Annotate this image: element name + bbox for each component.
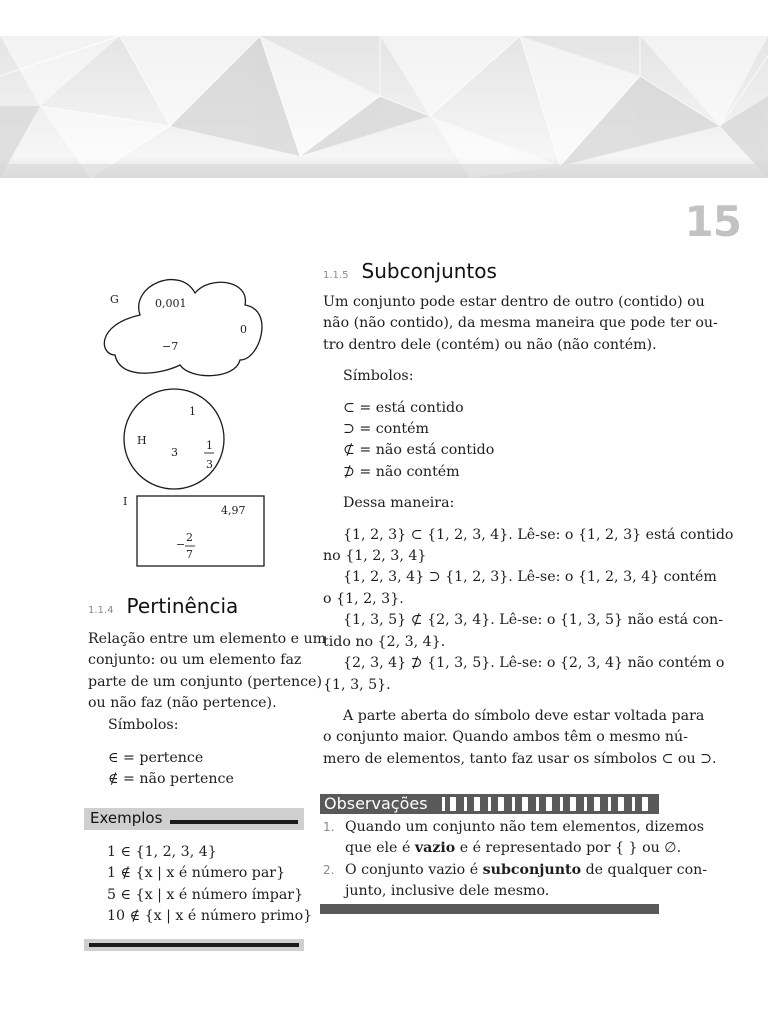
subconjuntos-body: [323, 292, 734, 770]
note-line: o conjunto maior. Quando ambos têm o mesmo nú-: [323, 729, 688, 746]
example-line: {1, 3, 5}.: [323, 676, 391, 693]
examples-header: [84, 808, 304, 830]
page-number: 15: [684, 197, 741, 246]
set-g-element: 0,001: [155, 297, 187, 310]
example-line: {1, 2, 3} ⊂ {1, 2, 3, 4}. Lê-se: o {1, 2, 3} está contido: [343, 526, 734, 543]
example-line: o {1, 2, 3}.: [323, 590, 404, 607]
text-line: ou não faz (não pertence).: [88, 695, 277, 712]
item-text: Quando um conjunto não tem elementos, dizemos: [345, 819, 704, 835]
examples-title: Exemplos: [90, 809, 163, 827]
observations-footer-bar: [320, 904, 659, 914]
set-diagrams: [100, 265, 280, 575]
symbol-item: ⊄ = não está contido: [343, 442, 495, 459]
barcode-decoration: [442, 797, 656, 811]
observations-list: [323, 817, 708, 903]
observation-item: [323, 860, 708, 881]
set-g-label: G: [110, 293, 119, 306]
set-h-element: 1: [189, 405, 196, 418]
item-bold-text: subconjunto: [482, 861, 582, 878]
note-line: A parte aberta do símbolo deve estar voltada para: [343, 707, 705, 724]
fraction-numerator: 1: [206, 439, 213, 452]
set-i-element: 4,97: [221, 504, 246, 517]
item-number: 1.: [323, 820, 335, 834]
note-line: mero de elementos, tanto faz usar os símbolos ⊂ ou ⊃.: [323, 750, 717, 767]
example-item: 5 ∈ {x | x é número ímpar}: [107, 886, 304, 903]
set-g-outline: [104, 280, 262, 376]
text-line: parte de um conjunto (pertence): [88, 673, 322, 690]
section-heading-pertinencia: [88, 594, 238, 618]
fraction-numerator: 2: [186, 531, 193, 544]
symbol-item: ⊃ = contém: [343, 421, 429, 438]
symbols-label: Símbolos:: [343, 368, 414, 385]
examples-footer: [84, 939, 304, 951]
section-title: Subconjuntos: [361, 259, 497, 283]
example-line: {1, 2, 3, 4} ⊃ {1, 2, 3}. Lê-se: o {1, 2, 3, 4} contém: [343, 569, 717, 586]
set-g-element: 0: [240, 323, 247, 336]
set-h-element: 3: [171, 446, 178, 459]
example-item: 1 ∈ {1, 2, 3, 4}: [107, 844, 217, 860]
symbol-item: ∉ = não pertence: [108, 771, 234, 788]
section-number: 1.1.4: [88, 605, 114, 616]
item-text: de qualquer con-: [581, 861, 708, 878]
observations-header: [320, 794, 659, 814]
example-item: 10 ∉ {x | x é número primo}: [107, 908, 313, 925]
examples-list: [107, 842, 312, 928]
observation-line: [323, 838, 682, 859]
section-heading-subconjuntos: [323, 259, 497, 283]
set-i-label: I: [123, 495, 128, 508]
text-line: tro dentro dele (contém) ou não (não contém).: [323, 336, 657, 353]
symbol-item: ⊂ = está contido: [343, 399, 464, 416]
example-line: no {1, 2, 3, 4}: [323, 548, 427, 565]
observation-item: [323, 817, 704, 838]
item-text: e é representado por { } ou ∅.: [455, 840, 682, 857]
item-text: O conjunto vazio é: [345, 861, 483, 878]
fraction-denominator: 3: [206, 458, 213, 471]
text-line: não (não contido), da mesma maneira que pode ter ou-: [323, 315, 718, 332]
observation-line: junto, inclusive dele mesmo.: [345, 883, 550, 900]
item-text: que ele é: [345, 840, 415, 857]
symbols-label: Símbolos:: [108, 716, 179, 733]
header-banner: [0, 36, 768, 178]
manner-label: Dessa maneira:: [343, 495, 455, 512]
item-bold-text: vazio: [414, 840, 456, 857]
section-number: 1.1.5: [323, 270, 349, 281]
observations-title: Observações: [324, 794, 428, 813]
fraction-sign: −: [176, 538, 186, 551]
header-rule: [170, 820, 298, 824]
text-line: Um conjunto pode estar dentro de outro (contido) ou: [323, 294, 705, 310]
symbol-item: ⊅ = não contém: [343, 463, 460, 480]
example-item: 1 ∉ {x | x é número par}: [107, 865, 286, 882]
section-title: Pertinência: [126, 594, 239, 618]
example-line: {2, 3, 4} ⊅ {1, 3, 5}. Lê-se: o {2, 3, 4} não contém o: [343, 655, 725, 672]
fraction-denominator: 7: [186, 548, 193, 561]
set-g-element: −7: [162, 340, 179, 353]
text-line: conjunto: ou um elemento faz: [88, 652, 302, 669]
example-line: tido no {2, 3, 4}.: [323, 633, 446, 650]
pertinencia-paragraph: [88, 629, 327, 791]
symbol-item: ∈ = pertence: [108, 750, 204, 767]
example-line: {1, 3, 5} ⊄ {2, 3, 4}. Lê-se: o {1, 3, 5} não está con-: [343, 612, 723, 629]
footer-rule: [89, 943, 299, 947]
set-h-label: H: [137, 434, 147, 447]
text-line: Relação entre um elemento e um: [88, 631, 327, 647]
item-number: 2.: [323, 862, 335, 877]
